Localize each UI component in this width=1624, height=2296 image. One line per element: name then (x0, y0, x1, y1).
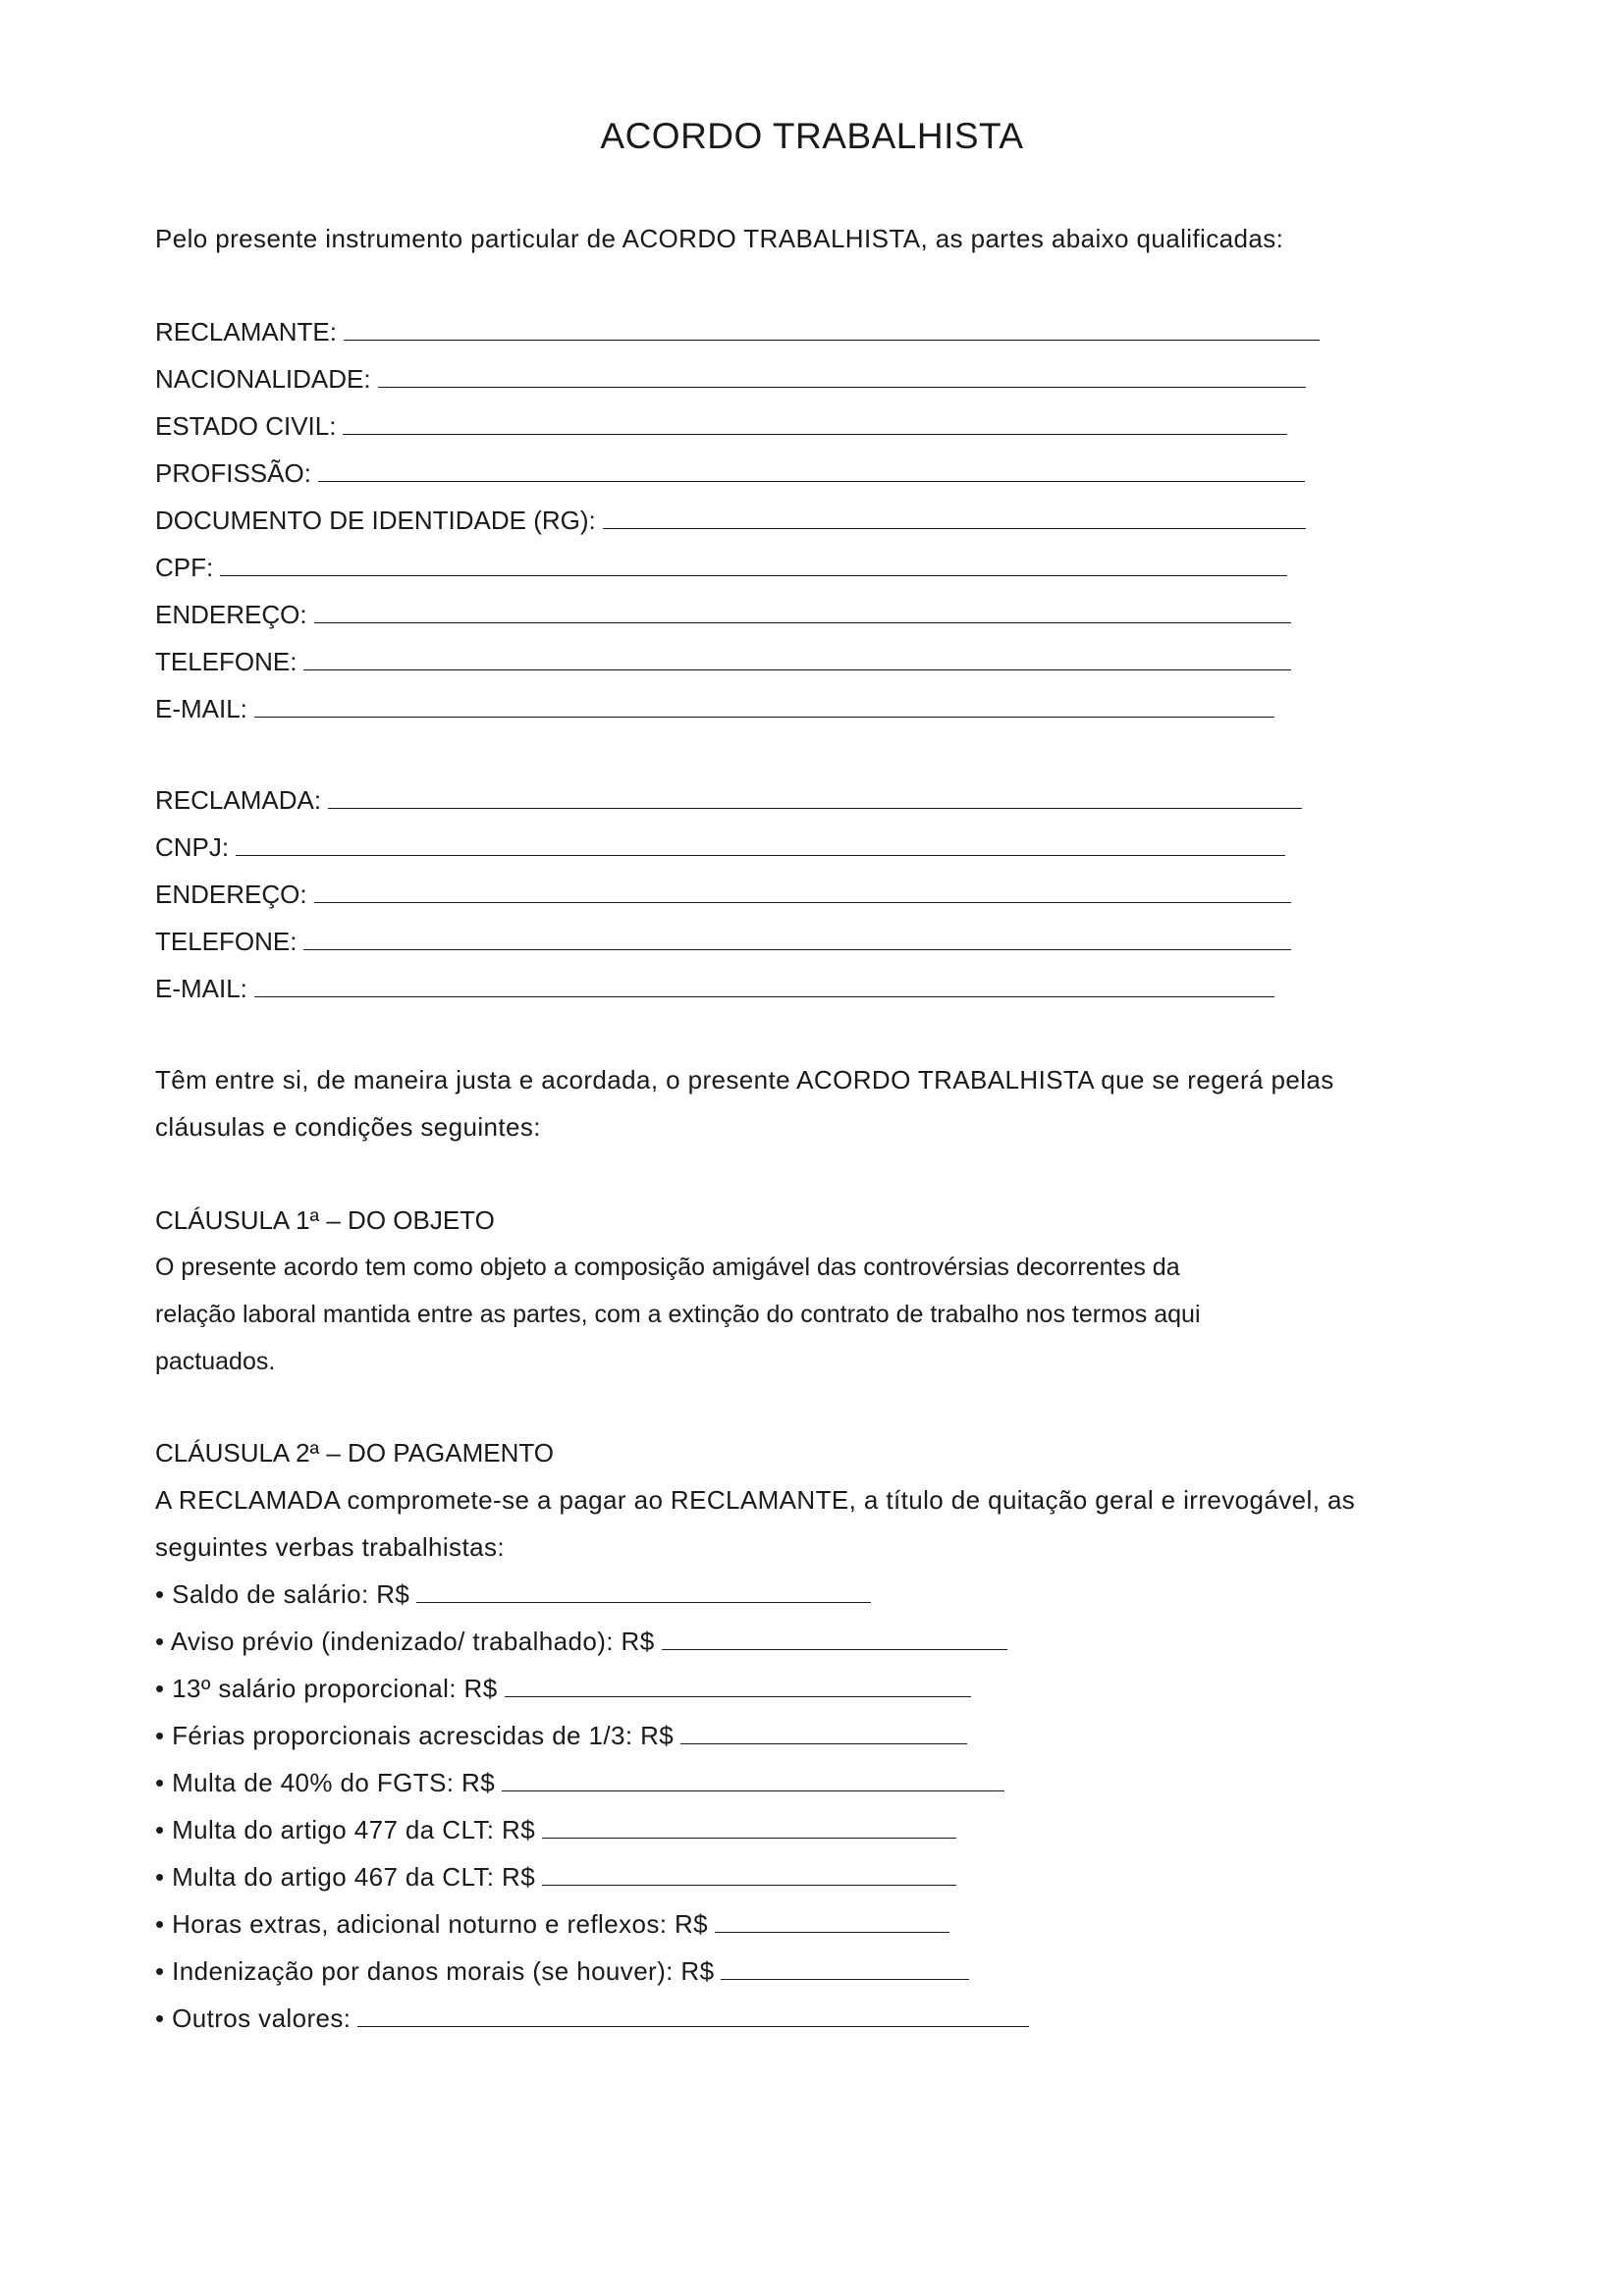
agreement-line: cláusulas e condições seguintes: (155, 1112, 541, 1142)
estado-civil-blank[interactable] (343, 414, 1287, 435)
payment-item-label: • Indenização por danos morais (se houver): R$ (155, 1956, 715, 1986)
field-nacionalidade (155, 364, 1306, 394)
multa-477-blank[interactable] (542, 1818, 956, 1839)
payment-item-label: • Aviso prévio (indenizado/ trabalhado): R$ (155, 1627, 655, 1656)
payment-item-label: • Horas extras, adicional noturno e reflexos: R$ (155, 1909, 709, 1939)
field-label: CPF: (155, 553, 214, 582)
clause2-line: A RECLAMADA compromete-se a pagar ao RECLAMANTE, a título de quitação geral e irrevogável, as (155, 1485, 1356, 1515)
clause1-line: pactuados. (155, 1348, 276, 1375)
payment-item (155, 2003, 1029, 2033)
ferias-blank[interactable] (680, 1724, 967, 1744)
field-telefone-reclamada (155, 927, 1291, 956)
payment-item-label: • 13º salário proporcional: R$ (155, 1674, 498, 1703)
intro-paragraph: Pelo presente instrumento particular de ACORDO TRABALHISTA, as partes abaixo qualificadas: (155, 224, 1284, 253)
payment-item-label: • Outros valores: (155, 2003, 352, 2033)
cnpj-blank[interactable] (236, 835, 1285, 856)
payment-item (155, 1721, 967, 1750)
endereco-blank[interactable] (314, 603, 1291, 623)
reclamante-blank[interactable] (344, 320, 1320, 341)
field-profissao (155, 458, 1305, 488)
profissao-blank[interactable] (318, 461, 1305, 482)
field-label: E-MAIL: (155, 694, 247, 723)
field-endereco (155, 600, 1291, 629)
horas-extras-blank[interactable] (715, 1912, 949, 1933)
payment-item-label: • Multa do artigo 467 da CLT: R$ (155, 1862, 536, 1892)
payment-item-label: • Saldo de salário: R$ (155, 1579, 410, 1609)
aviso-previo-blank[interactable] (662, 1629, 1007, 1650)
clause1-heading: CLÁUSULA 1ª – DO OBJETO (155, 1205, 495, 1235)
decimo-terceiro-blank[interactable] (505, 1677, 971, 1697)
payment-item-label: • Multa do artigo 477 da CLT: R$ (155, 1815, 536, 1844)
document-title: ACORDO TRABALHISTA (600, 116, 1024, 156)
field-email (155, 694, 1274, 723)
field-telefone (155, 647, 1291, 676)
field-cnpj (155, 832, 1285, 862)
clause1-line: relação laboral mantida entre as partes, com a extinção do contrato de trabalho nos termos aqui (155, 1301, 1201, 1328)
field-label: RECLAMADA: (155, 785, 322, 815)
nacionalidade-blank[interactable] (378, 367, 1306, 388)
field-label: E-MAIL: (155, 974, 247, 1003)
clause2-line: seguintes verbas trabalhistas: (155, 1532, 505, 1562)
payment-item (155, 1627, 1007, 1656)
payment-item (155, 1768, 1004, 1797)
endereco-reclamada-blank[interactable] (314, 882, 1291, 903)
multa-467-blank[interactable] (542, 1865, 956, 1886)
field-rg (155, 506, 1306, 535)
field-label: DOCUMENTO DE IDENTIDADE (RG): (155, 506, 596, 535)
payment-item (155, 1862, 956, 1892)
payment-item-label: • Férias proporcionais acrescidas de 1/3: R$ (155, 1721, 675, 1750)
danos-morais-blank[interactable] (721, 1959, 969, 1980)
reclamada-blank[interactable] (328, 788, 1302, 809)
payment-item (155, 1674, 971, 1703)
telefone-blank[interactable] (303, 650, 1291, 670)
email-blank[interactable] (254, 697, 1274, 718)
field-email-reclamada (155, 974, 1274, 1003)
saldo-salario-blank[interactable] (416, 1582, 871, 1603)
field-cpf (155, 553, 1287, 582)
field-label: TELEFONE: (155, 927, 298, 956)
field-estado-civil (155, 411, 1287, 441)
telefone-reclamada-blank[interactable] (303, 930, 1291, 950)
agreement-line: Têm entre si, de maneira justa e acordada, o presente ACORDO TRABALHISTA que se regerá pelas (155, 1065, 1334, 1095)
rg-blank[interactable] (603, 508, 1306, 529)
payment-item-label: • Multa de 40% do FGTS: R$ (155, 1768, 496, 1797)
clause2-heading: CLÁUSULA 2ª – DO PAGAMENTO (155, 1438, 555, 1468)
field-label: ENDEREÇO: (155, 880, 307, 909)
field-label: CNPJ: (155, 832, 230, 862)
clause1-line: O presente acordo tem como objeto a composição amigável das controvérsias decorrentes da (155, 1254, 1180, 1281)
payment-item (155, 1579, 871, 1609)
payment-item (155, 1956, 969, 1986)
field-reclamada (155, 785, 1302, 815)
payment-item (155, 1815, 956, 1844)
field-label: PROFISSÃO: (155, 458, 311, 488)
field-label: ENDEREÇO: (155, 600, 307, 629)
payment-item (155, 1909, 949, 1939)
outros-valores-blank[interactable] (357, 2006, 1029, 2027)
email-reclamada-blank[interactable] (254, 977, 1274, 997)
field-label: NACIONALIDADE: (155, 364, 371, 394)
multa-fgts-blank[interactable] (502, 1771, 1004, 1791)
field-endereco-reclamada (155, 880, 1291, 909)
field-reclamante (155, 317, 1320, 347)
cpf-blank[interactable] (220, 556, 1287, 576)
field-label: ESTADO CIVIL: (155, 411, 337, 441)
field-label: TELEFONE: (155, 647, 298, 676)
field-label: RECLAMANTE: (155, 317, 337, 347)
